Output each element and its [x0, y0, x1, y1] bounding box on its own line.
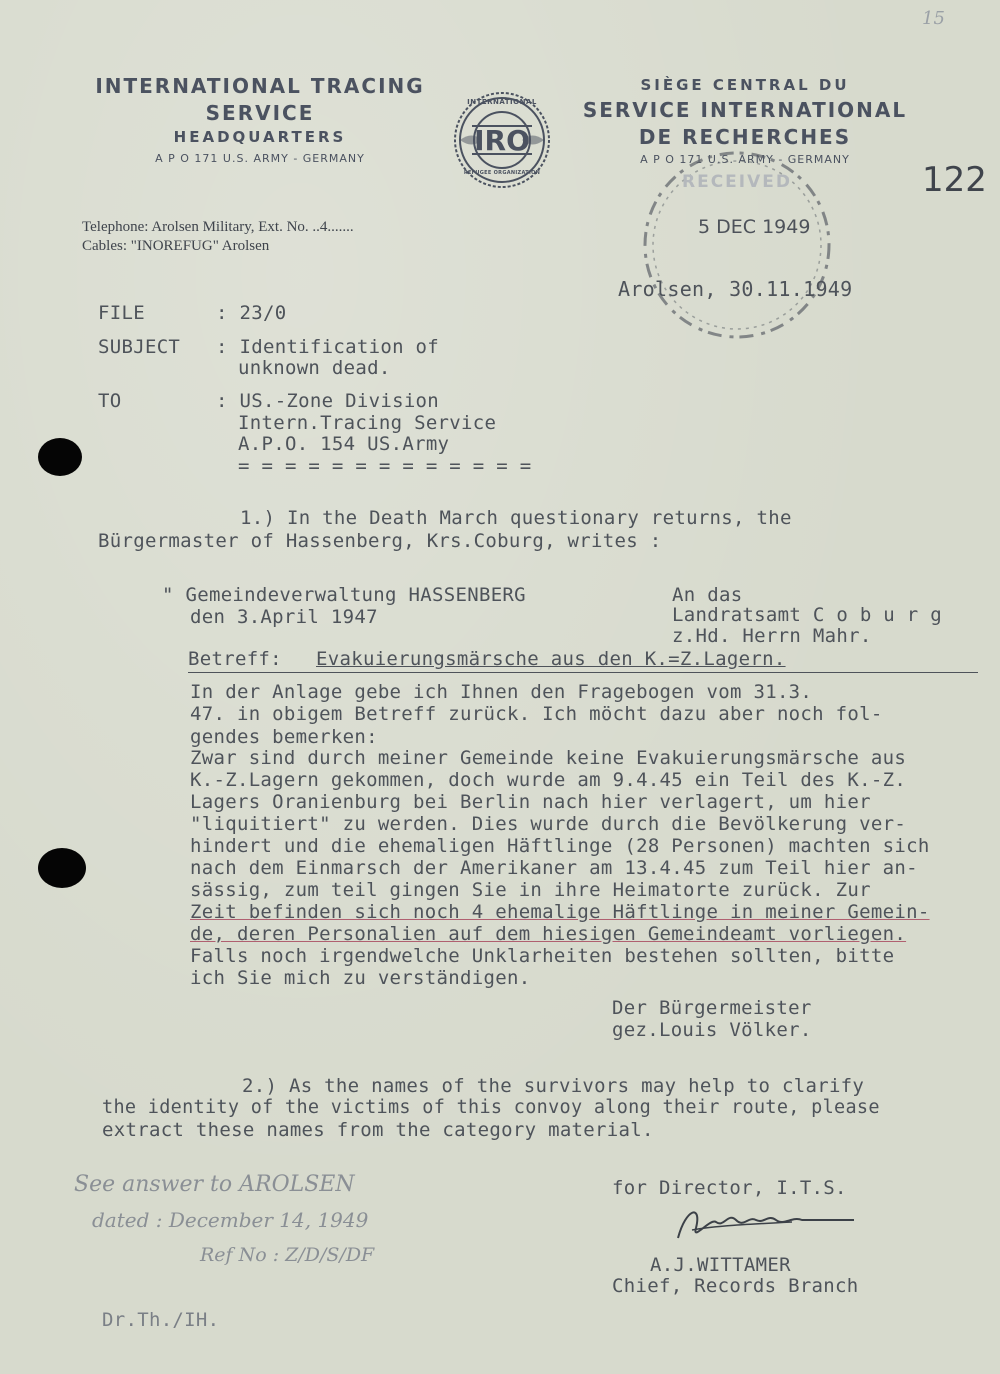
reference-initials: Dr.Th./IH.: [102, 1309, 220, 1331]
to-value-1: : US.-Zone Division: [216, 390, 440, 412]
quote-body-line-5: K.-Z.Lagern gekommen, doch wurde am 9.4.45 ein Teil des K.-Z.: [190, 769, 907, 791]
quote-body-line-1: In der Anlage gebe ich Ihnen den Fragebogen vom 31.3.: [190, 681, 813, 703]
quote-body-line-3: gendes bemerken:: [190, 726, 378, 748]
file-label: FILE: [98, 302, 145, 324]
to-value-3: A.P.O. 154 US.Army: [238, 433, 450, 455]
letterhead-left-line3: HEADQUARTERS: [173, 128, 347, 146]
stamp-received-text: RECEIVED: [682, 172, 792, 192]
para2-line1: 2.) As the names of the survivors may help to clarify: [242, 1075, 865, 1097]
signatory-name: A.J.WITTAMER: [650, 1254, 791, 1276]
quote-body-line-12: de, deren Personalien auf dem hiesigen Gemeindeamt vorliegen.: [190, 923, 907, 945]
signatory-title: Chief, Records Branch: [612, 1275, 859, 1297]
quote-body-line-11: Zeit befinden sich noch 4 ehemalige Häftlinge in meiner Gemein-: [190, 901, 930, 923]
para1-line1: 1.) In the Death March questionary returns, the: [240, 507, 792, 529]
quote-sender-2: den 3.April 1947: [190, 606, 378, 628]
punch-hole-bottom: [38, 848, 86, 888]
cables-line: Cables: "INOREFUG" Arolsen: [82, 238, 270, 254]
quote-body-line-2: 47. in obigem Betreff zurück. Ich möcht dazu aber noch fol-: [190, 703, 883, 725]
letterhead-right-line3: DE RECHERCHES: [638, 125, 852, 149]
quote-body-line-7: "liquitiert" zu werden. Dies wurde durch die Bevölkerung ver-: [190, 813, 907, 835]
quote-recipient-3: z.Hd. Herrn Mahr.: [672, 625, 872, 647]
letterhead-right-line1: SIÈGE CENTRAL DU: [640, 76, 850, 94]
quote-sender-1: " Gemeindeverwaltung HASSENBERG: [162, 584, 526, 606]
quote-sign-2: gez.Louis Völker.: [612, 1019, 812, 1041]
handwritten-note-line1: See answer to AROLSEN: [74, 1172, 355, 1197]
para1-line2: Bürgermaster of Hassenberg, Krs.Coburg, writes :: [98, 530, 662, 552]
iro-logo-ring-top: INTERNATIONAL: [467, 98, 537, 106]
punch-hole-top: [38, 438, 82, 476]
subject-value-1: : Identification of: [216, 336, 440, 358]
quote-body-line-8: hindert und die ehemaligen Häftlinge (28 Personen) machten sich: [190, 835, 930, 857]
for-director: for Director, I.T.S.: [612, 1177, 847, 1199]
to-value-2: Intern.Tracing Service: [238, 412, 497, 434]
quote-recipient-2: Landratsamt C o b u r g: [672, 604, 942, 626]
handwritten-note-line2: dated : December 14, 1949: [92, 1208, 369, 1232]
letterhead-right-line4: A P O 171 U.S. ARMY - GERMANY: [640, 153, 850, 166]
subject-value-2: unknown dead.: [238, 357, 391, 379]
quote-body-line-10: sässig, zum teil gingen Sie in ihre Heimatorte zurück. Zur: [190, 879, 871, 901]
quote-body-line-4: Zwar sind durch meiner Gemeinde keine Evakuierungsmärsche aus: [190, 747, 907, 769]
letterhead-left-line2: SERVICE: [205, 101, 315, 125]
quote-body-line-14: ich Sie mich zu verständigen.: [190, 967, 531, 989]
corner-pencil-mark: 15: [922, 8, 945, 29]
letterhead-left-line1: INTERNATIONAL TRACING: [95, 74, 425, 98]
quote-body-line-13: Falls noch irgendwelche Unklarheiten bestehen sollten, bitte: [190, 945, 895, 967]
quote-sign-1: Der Bürgermeister: [612, 997, 812, 1019]
quote-recipient-1: An das: [672, 584, 743, 606]
iro-logo-letters: IRO: [474, 124, 530, 157]
subject-label: SUBJECT: [98, 336, 181, 358]
para2-line2: the identity of the victims of this convoy along their route, please: [102, 1097, 880, 1118]
quote-header-rule: [188, 672, 978, 673]
letterhead-right-line2: SERVICE INTERNATIONAL: [582, 98, 908, 122]
page-number: 122: [922, 160, 987, 200]
telephone-line: Telephone: Arolsen Military, Ext. No. ..4.......: [82, 219, 354, 235]
quote-betreff-text: Evakuierungsmärsche aus den K.=Z.Lagern.: [316, 648, 786, 670]
quote-betreff-label: Betreff:: [188, 648, 282, 670]
para2-line3: extract these names from the category material.: [102, 1119, 654, 1141]
stamp-date: 5 DEC 1949: [698, 216, 811, 238]
separator-line: = = = = = = = = = = = = =: [238, 455, 532, 477]
iro-logo-ring-bottom: REFUGEE ORGANIZATION: [463, 170, 541, 176]
file-value: : 23/0: [216, 302, 287, 324]
letterhead-left-line4: A P O 171 U.S. ARMY - GERMANY: [155, 152, 365, 165]
quote-body-line-9: nach dem Einmarsch der Amerikaner am 13.4.45 zum Teil hier an-: [190, 857, 918, 879]
quote-body-line-6: Lagers Oranienburg bei Berlin nach hier verlagert, um hier: [190, 791, 871, 813]
to-label: TO: [98, 390, 122, 412]
place-date: Arolsen, 30.11.1949: [618, 277, 853, 301]
handwritten-signature: [672, 1198, 862, 1248]
handwritten-note-line3: Ref No : Z/D/S/DF: [200, 1244, 375, 1266]
